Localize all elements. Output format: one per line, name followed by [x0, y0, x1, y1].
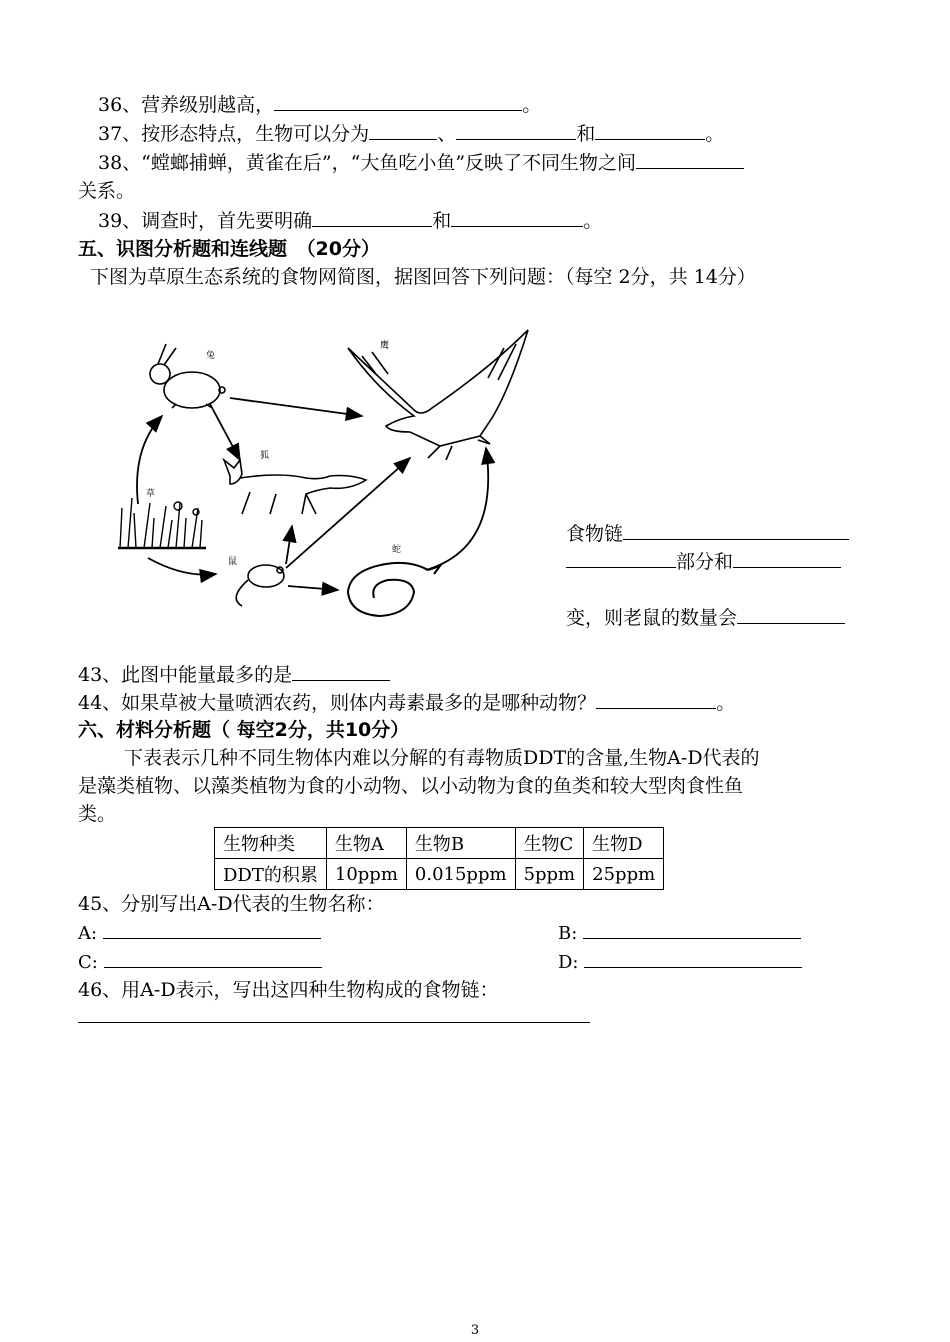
question-46: 46、用A-D表示，写出这四种生物构成的食物链：	[78, 979, 499, 1001]
section-6-paragraph-1: 下表表示几种不同生物体内难以分解的有毒物质DDT的含量,生物A-D代表的	[124, 747, 760, 769]
answer-blank[interactable]	[733, 549, 841, 568]
answer-b: B:	[558, 920, 801, 946]
label-rabbit: 兔	[206, 351, 216, 361]
question-38-text: 38、“螳螂捕蝉，黄雀在后”，“大鱼吃小鱼”反映了不同生物之间	[98, 152, 637, 174]
food-web-diagram	[80, 308, 566, 664]
part-fragment: 部分和	[566, 549, 841, 574]
food-web-arrows	[137, 398, 488, 590]
answer-d: D:	[558, 949, 802, 975]
answer-blank[interactable]	[292, 662, 390, 681]
answer-blank[interactable]	[583, 920, 801, 939]
answer-blank[interactable]	[104, 949, 322, 968]
food-web-figure	[80, 308, 566, 664]
answer-blank[interactable]	[103, 920, 321, 939]
arrow-mouse-snake	[288, 586, 338, 590]
answer-blank[interactable]	[369, 121, 437, 140]
table-cell: 25ppm	[584, 859, 664, 890]
label-mouse: 鼠	[228, 557, 238, 567]
answer-blank[interactable]	[451, 208, 583, 227]
arrow-rabbit-eagle	[230, 398, 362, 416]
answer-blank[interactable]	[312, 208, 432, 227]
answer-blank[interactable]	[456, 121, 576, 140]
arrow-grass-mouse	[148, 558, 216, 575]
label-snake: 蛇	[392, 545, 402, 555]
grass-icon	[118, 498, 206, 548]
table-header-cell: 生物D	[584, 828, 664, 859]
question-43: 43、此图中能量最多的是	[78, 662, 390, 687]
question-38	[98, 150, 744, 175]
answer-blank[interactable]	[737, 605, 845, 624]
arrow-mouse-fox	[286, 526, 292, 564]
ddt-table	[214, 827, 664, 890]
table-cell: 0.015ppm	[406, 859, 515, 890]
table-row	[215, 859, 664, 890]
table-header-cell: 生物种类	[215, 828, 327, 859]
table-row	[215, 828, 664, 859]
question-37: 37、按形态特点，生物可以分为 、 和 。	[98, 123, 725, 145]
fox-icon	[224, 460, 366, 514]
table-header-cell: 生物B	[406, 828, 515, 859]
section-6-title: 六、材料分析题（ 每空2分，共10分）	[78, 719, 410, 741]
question-45: 45、分别写出A-D代表的生物名称：	[78, 893, 385, 915]
answer-blank[interactable]	[584, 949, 802, 968]
question-37-text: 37、按形态特点，生物可以分为	[98, 123, 370, 145]
label-eagle: 鹰	[380, 341, 390, 351]
page-number: 3	[470, 1323, 480, 1338]
question-39-text: 39、调查时，首先要明确	[98, 210, 313, 232]
arrow-rabbit-fox	[210, 404, 240, 460]
arrow-snake-eagle	[426, 448, 488, 570]
table-header-cell: 生物A	[326, 828, 406, 859]
question-36-text: 36、营养级别越高，	[98, 94, 275, 116]
answer-blank[interactable]	[596, 690, 716, 709]
mouse-icon	[236, 565, 284, 606]
answer-blank[interactable]	[566, 549, 676, 568]
answer-c: C:	[78, 949, 322, 975]
question-44: 44、如果草被大量喷洒农药，则体内毒素最多的是哪种动物？ 。	[78, 692, 736, 714]
answer-blank[interactable]	[595, 121, 705, 140]
snake-icon	[348, 563, 440, 616]
food-chain-fragment: 食物链	[566, 521, 849, 546]
question-38-continuation: 关系。	[78, 180, 136, 202]
answer-a: A:	[78, 920, 321, 946]
eagle-icon	[348, 330, 528, 460]
section-5-intro: 下图为草原生态系统的食物网简图，据图回答下列问题：（每空 2分，共 14分）	[90, 266, 756, 288]
table-header-cell: 生物C	[515, 828, 584, 859]
answer-blank[interactable]	[636, 150, 744, 169]
table-cell: DDT的积累	[215, 859, 327, 890]
question-36: 36、营养级别越高， 。	[98, 94, 542, 116]
answer-blank[interactable]	[274, 92, 522, 111]
mouse-fragment: 变，则老鼠的数量会	[566, 605, 845, 630]
section-6-paragraph-3: 类。	[78, 803, 117, 825]
table-cell: 10ppm	[326, 859, 406, 890]
section-6-paragraph-2: 是藻类植物、以藻类植物为食的小动物、以小动物为食的鱼类和较大型肉食性鱼	[78, 775, 744, 797]
label-grass: 草	[146, 489, 156, 499]
answer-line-food-chain[interactable]	[78, 1004, 590, 1023]
question-39: 39、调查时，首先要明确 和 。	[98, 210, 603, 232]
table-cell: 5ppm	[515, 859, 584, 890]
answer-blank[interactable]	[623, 521, 849, 540]
section-5-title: 五、识图分析题和连线题 （20分）	[78, 238, 380, 260]
label-fox: 狐	[260, 451, 270, 461]
